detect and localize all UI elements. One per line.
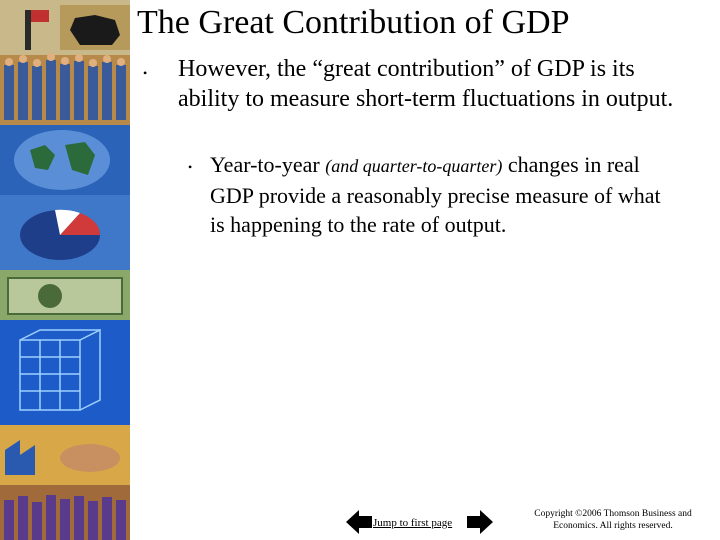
next-arrow-icon	[467, 510, 493, 534]
collage-artwork	[0, 0, 130, 540]
copyright-line-1: Copyright ©2006 Thomson Business and	[534, 509, 692, 519]
sub-bullet-text	[210, 150, 670, 239]
sub-bullet-italic: (and quarter-to-quarter)	[325, 156, 503, 176]
previous-arrow-icon	[346, 510, 372, 534]
decorative-collage-sidebar	[0, 0, 130, 540]
slide-title: The Great Contribution of GDP	[137, 4, 570, 41]
bullet-marker: •	[143, 66, 148, 80]
jump-to-first-page-link[interactable]: Jump to first page	[373, 517, 453, 529]
bullet-text: However, the “great contribution” of GDP is its ability to measure short-term fluctuations in output.	[178, 56, 674, 112]
copyright-notice	[523, 508, 703, 532]
banknote-icon	[8, 278, 122, 314]
sub-bullet-marker: •	[188, 160, 193, 174]
bull-icon	[70, 15, 120, 45]
sub-bullet-text-end: changes in real GDP provide a reasonably precise measure of what is happening to the rate of output.	[210, 152, 661, 237]
flag-figure-icon	[25, 10, 31, 50]
copyright-line-2: Economics. All rights reserved.	[553, 521, 673, 531]
next-slide-button[interactable]	[467, 510, 493, 539]
world-map-icon	[14, 130, 110, 190]
sub-bullet-text-start: Year-to-year	[210, 152, 326, 177]
previous-slide-button[interactable]	[346, 510, 372, 539]
handshake-icon	[60, 444, 120, 472]
